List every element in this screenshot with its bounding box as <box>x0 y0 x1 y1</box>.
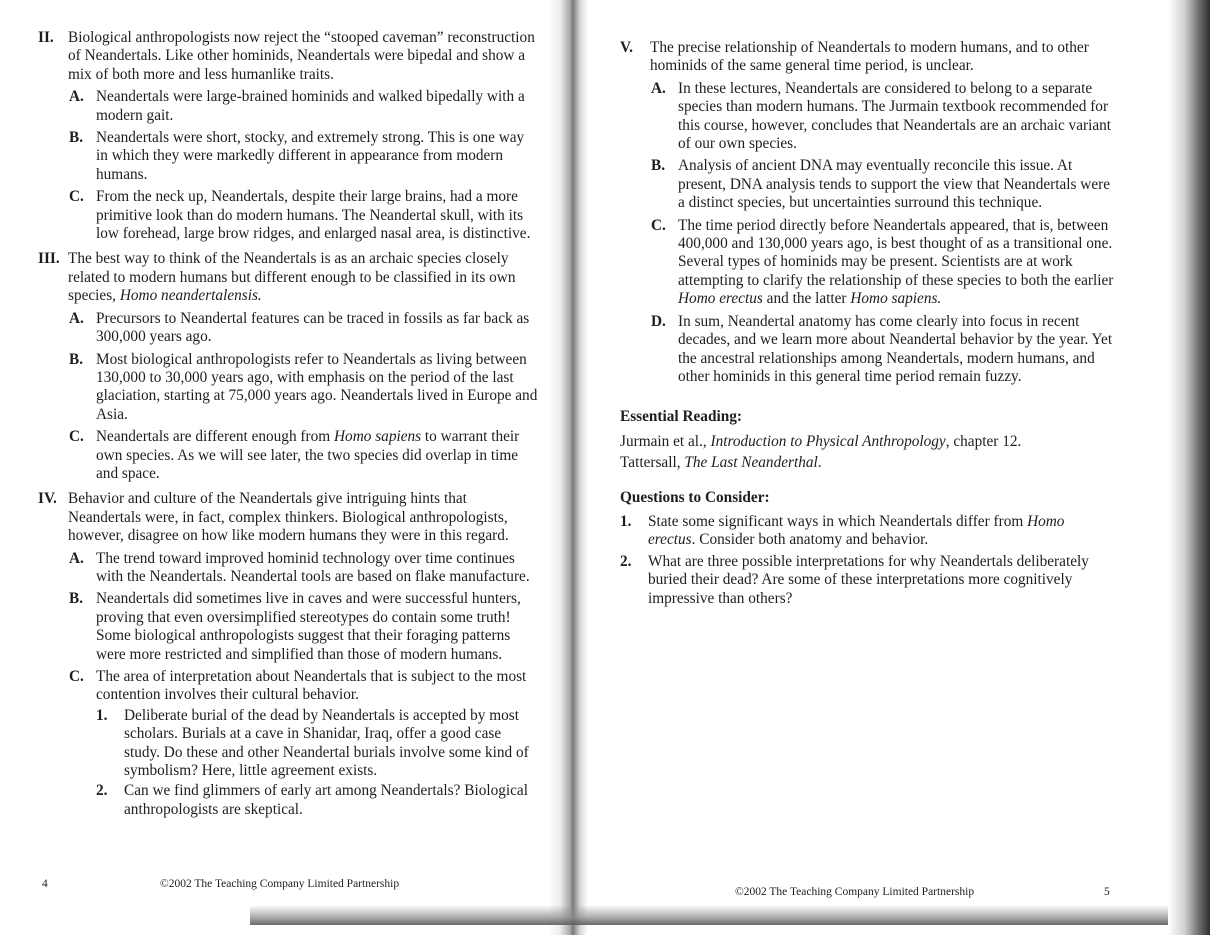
outline-text: The precise relationship of Neandertals to modern humans, and to other hominids of the same general time period, is unclear. <box>650 39 1089 75</box>
outline-subitem <box>38 188 538 243</box>
outline-text: Neandertals were large-brained hominids and walked bipedally with a modern gait. <box>96 88 525 124</box>
reading-entry-title: The Last Neanderthal <box>684 454 818 472</box>
outline-item <box>620 39 1115 76</box>
outline-text: From the neck up, Neandertals, despite their large brains, had a more primitive look than do modern humans. The Neandertal skull, with its low forehead, large brow ridges, and enlarged nasal area, is distinctive. <box>96 188 531 243</box>
outline-text: Biological anthropologists now reject the “stooped caveman” reconstruction of Neandertals. Like other hominids, Neandertals were bipedal and show a mix of both more and less humanlike traits. <box>68 29 535 83</box>
outline-numbered-item <box>38 782 538 819</box>
outline-text: The time period directly before Neandertals appeared, that is, between 400,000 and 130,000 years ago, is best thought of as a transitional one. Several types of hominids may be present. Scientists are at work attempting to clarify the relationship of these species to both the earlier <box>678 216 1114 289</box>
questions-heading: Questions to Consider: <box>620 488 770 506</box>
outline-text-italic: Homo sapiens. <box>850 290 942 308</box>
left-footer-copyright: ©2002 The Teaching Company Limited Partnership <box>160 878 400 890</box>
outline-text: Neandertals did sometimes live in caves and were successful hunters, proving that even oversimplified stereotypes do contain some truth! Some biological anthropologists suggest that their foraging patterns were more restricted and simplified than those of modern humans. <box>96 590 521 663</box>
question-item <box>620 553 1115 608</box>
outline-text-italic: Homo sapiens <box>334 428 422 446</box>
outline-text: and the latter <box>762 290 851 308</box>
essential-reading-heading: Essential Reading: <box>620 408 742 426</box>
book-gutter-shadow <box>548 0 588 935</box>
outline-text: The best way to think of the Neandertals is as an archaic species closely related to modern humans but different enough to be classified in its own species, <box>68 250 516 305</box>
right-edge-shadow <box>1168 0 1210 935</box>
question-label: 2. <box>620 552 632 570</box>
question-text: State some significant ways in which Neandertals differ from <box>648 512 1028 530</box>
outline-label: B. <box>69 590 84 608</box>
outline-label: C. <box>69 428 84 446</box>
outline-numbered-item <box>38 707 538 781</box>
outline-subitem <box>38 550 538 587</box>
outline-label: V. <box>620 39 633 56</box>
question-text-italic: Homo erectus <box>648 512 1065 549</box>
right-page-number: 5 <box>1104 886 1110 898</box>
reading-entry-title: Introduction to Physical Anthropology <box>710 432 946 450</box>
outline-text: In sum, Neandertal anatomy has come clearly into focus in recent decades, and we learn more about Neandertal behavior by the year. Yet the ancestral relationships among Neandertals, modern humans, and other hominids in this general time period remain fuzzy. <box>678 312 1113 385</box>
bottom-edge-shadow <box>250 905 1180 925</box>
outline-label: IV. <box>38 490 57 508</box>
outline-subitem <box>620 157 1115 212</box>
outline-label: III. <box>38 250 60 268</box>
reading-entry-text: Jurmain et al., <box>620 432 711 450</box>
reading-entry-text: Tattersall, <box>620 454 685 472</box>
outline-item <box>38 490 538 545</box>
outline-subitem <box>38 590 538 664</box>
outline-label: D. <box>651 312 666 330</box>
outline-label: II. <box>38 29 54 46</box>
right-page <box>620 39 1115 608</box>
outline-text: Neandertals were short, stocky, and extremely strong. This is one way in which they were markedly different in appearance from modern humans. <box>96 129 525 183</box>
section-ii <box>38 29 538 243</box>
outline-subitem <box>38 351 538 425</box>
essential-reading <box>620 408 1115 472</box>
outline-text: to warrant their own species. As we will see later, the two species did overlap in time and space. <box>96 428 520 482</box>
outline-subitem <box>38 428 538 483</box>
outline-label: C. <box>69 188 84 206</box>
outline-text: Behavior and culture of the Neandertals give intriguing hints that Neandertals were, in fact, complex thinkers. Biological anthropologists, however, disagree on how like modern humans they were in this regard. <box>68 490 509 545</box>
reading-entry-text: , chapter 12. <box>945 432 1022 450</box>
outline-text: The area of interpretation about Neandertals that is subject to the most contention involves their cultural behavior. <box>96 668 527 704</box>
left-page-number: 4 <box>42 878 48 890</box>
outline-text: In these lectures, Neandertals are considered to belong to a separate species than modern humans. The Jurmain textbook recommended for this course, however, concludes that Neandertals are an archaic variant of our own species. <box>678 79 1112 153</box>
reading-entry <box>620 454 1115 472</box>
outline-label: C. <box>651 216 666 234</box>
question-item <box>620 513 1115 550</box>
outline-label: 2. <box>96 782 108 800</box>
outline-label: A. <box>651 79 666 97</box>
outline-label: B. <box>69 129 84 147</box>
left-page <box>38 29 538 819</box>
outline-label: A. <box>69 309 84 327</box>
right-footer-copyright: ©2002 The Teaching Company Limited Partnership <box>735 886 975 898</box>
outline-text: Neandertals are different enough from <box>96 428 334 446</box>
outline-text-italic: Homo neandertalensis. <box>119 287 262 305</box>
outline-subitem <box>620 217 1115 309</box>
outline-subitem <box>620 80 1115 154</box>
outline-label: B. <box>651 157 666 175</box>
outline-subitem <box>38 668 538 705</box>
outline-text: Deliberate burial of the dead by Neandertals is accepted by most scholars. Burials at a cave in Shanidar, Iraq, offer a good case study. Do these and other Neandertal burials involve some kind of symbolism? Here, little agreement exists. <box>124 706 529 780</box>
outline-item <box>38 250 538 305</box>
outline-text: Analysis of ancient DNA may eventually reconcile this issue. At present, DNA analysis tends to support the view that Neandertals were a distinct species, but uncertainties surround this technique. <box>678 157 1111 212</box>
section-v <box>620 39 1115 386</box>
questions-to-consider <box>620 489 1115 608</box>
outline-label: A. <box>69 88 84 106</box>
outline-text: Can we find glimmers of early art among Neandertals? Biological anthropologists are skeptical. <box>124 782 528 818</box>
reading-entry-text: . <box>817 454 822 472</box>
outline-subitem <box>38 310 538 347</box>
outline-subitem <box>38 129 538 184</box>
outline-label: C. <box>69 668 84 685</box>
section-iii <box>38 250 538 483</box>
outline-subitem <box>38 88 538 125</box>
section-iv <box>38 490 538 819</box>
reading-entry <box>620 433 1115 451</box>
outline-text: Precursors to Neandertal features can be traced in fossils as far back as 300,000 years ago. <box>96 309 530 346</box>
question-text: What are three possible interpretations for why Neandertals deliberately buried their dead? Are some of these interpretations more cognitively impressive than others? <box>648 552 1089 607</box>
outline-label: A. <box>69 549 84 567</box>
question-label: 1. <box>620 512 632 530</box>
outline-text-italic: Homo erectus <box>678 290 763 308</box>
outline-subitem <box>620 313 1115 387</box>
outline-label: 1. <box>96 706 108 724</box>
outline-text: Most biological anthropologists refer to Neandertals as living between 130,000 to 30,000 years ago, with emphasis on the period of the last glaciation, starting at 75,000 years ago. Neandertals lived in Europe and Asia. <box>96 350 538 423</box>
question-text: . Consider both anatomy and behavior. <box>691 531 929 549</box>
outline-item <box>38 29 538 84</box>
outline-label: B. <box>69 350 84 368</box>
outline-text: The trend toward improved hominid technology over time continues with the Neandertals. Neandertal tools are based on flake manufacture. <box>96 549 530 585</box>
